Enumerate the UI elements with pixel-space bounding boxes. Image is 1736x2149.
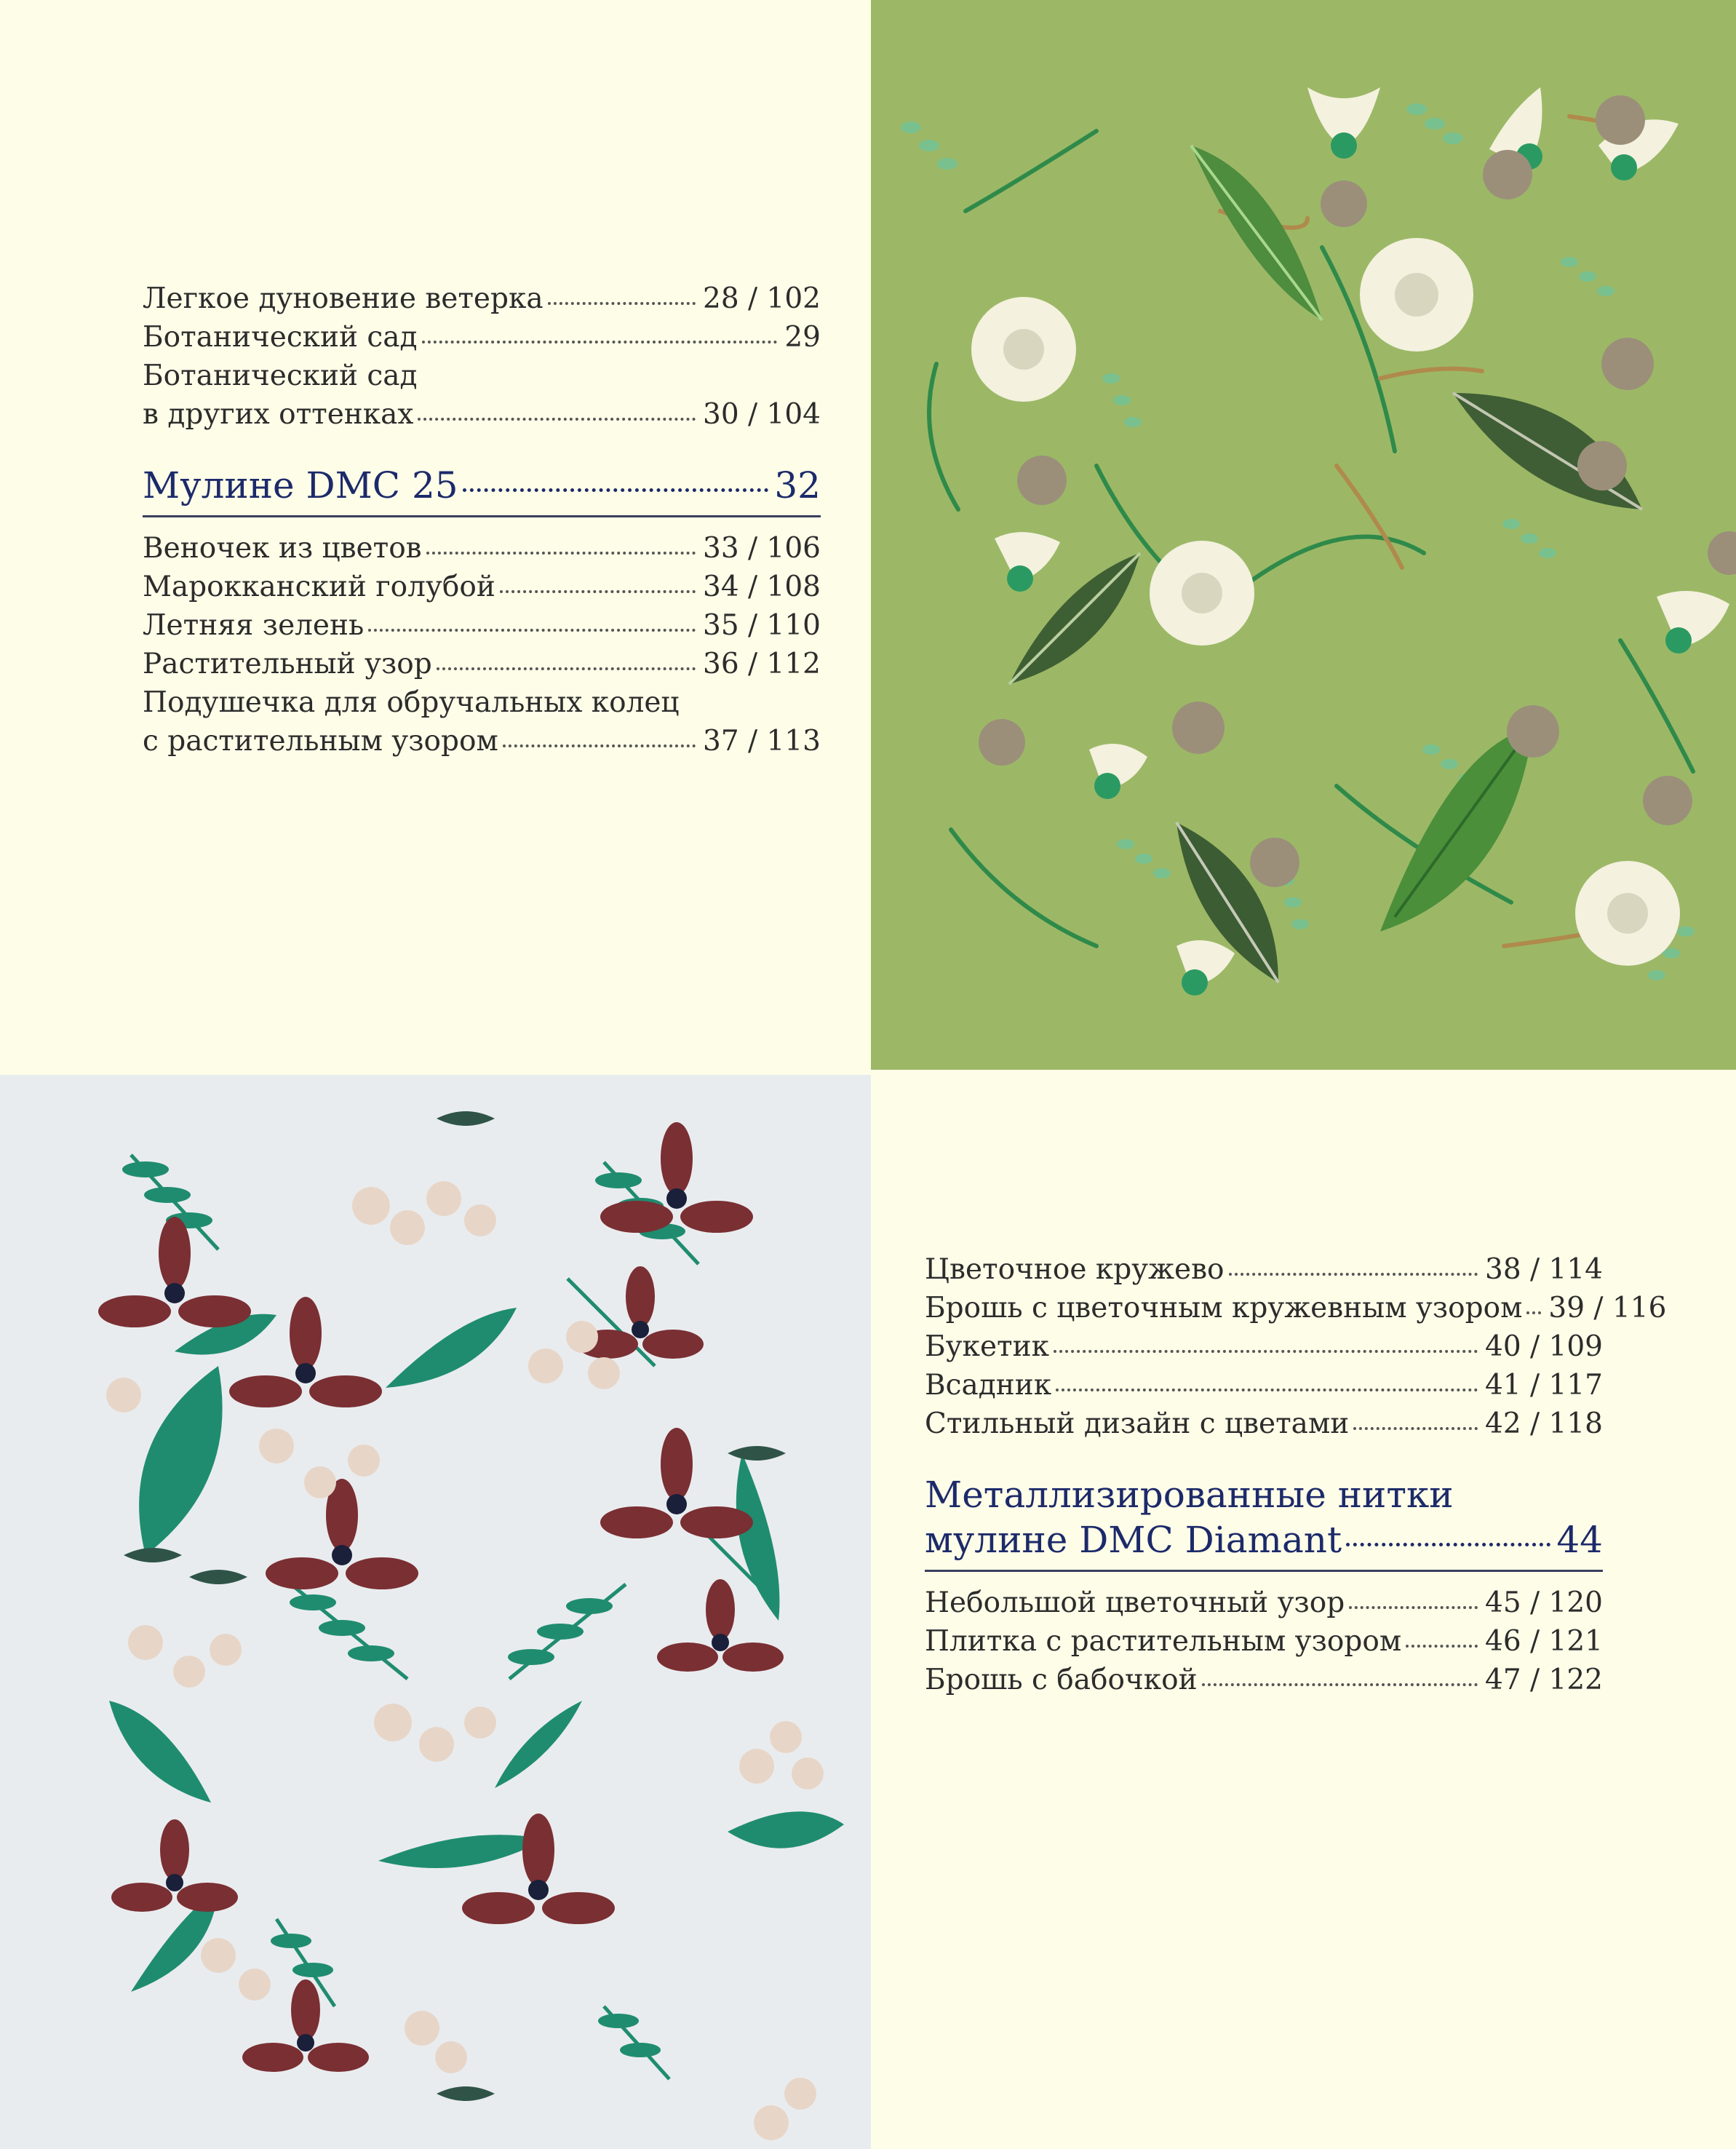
toc-entry-page: 35 / 110 xyxy=(703,609,821,642)
section-title: Мулине DMC 25 xyxy=(143,464,458,507)
toc-top xyxy=(143,279,821,760)
toc-entry-first-line: Подушечка для обручальных колец xyxy=(143,686,680,719)
toc-entry-page: 38 / 114 xyxy=(1485,1253,1603,1286)
toc-entry-page: 29 xyxy=(784,321,821,354)
toc-entry[interactable] xyxy=(143,568,821,606)
toc-entry-label: Плитка с растительным узором xyxy=(925,1625,1402,1658)
leader-dots xyxy=(422,341,778,343)
toc-entry-label: в других оттенках xyxy=(143,398,414,431)
toc-entry[interactable] xyxy=(143,529,821,568)
leader-dots xyxy=(1202,1683,1478,1686)
toc-entry-label: Брошь с цветочным кружевным узором xyxy=(925,1292,1523,1324)
leader-dots xyxy=(418,418,696,421)
toc-entry[interactable] xyxy=(925,1327,1603,1366)
toc-entry-label: Всадник xyxy=(925,1369,1052,1402)
toc-entry-label: Небольшой цветочный узор xyxy=(925,1586,1345,1619)
leader-dots xyxy=(368,629,696,632)
leader-dots xyxy=(463,488,769,492)
toc-entry[interactable] xyxy=(143,722,821,760)
leader-dots xyxy=(437,667,696,670)
toc-entry[interactable] xyxy=(925,1661,1603,1699)
toc-entry-page: 37 / 113 xyxy=(703,725,821,758)
green-embroidery-illustration xyxy=(871,0,1736,1070)
toc-entry[interactable] xyxy=(143,606,821,645)
toc-section-heading[interactable] xyxy=(143,463,821,508)
section-rule xyxy=(925,1570,1603,1572)
toc-entry-label: Брошь с бабочкой xyxy=(925,1664,1198,1696)
leader-dots xyxy=(1526,1311,1541,1314)
toc-entry-label: Легкое дуновение ветерка xyxy=(143,282,544,315)
leader-dots xyxy=(1054,1350,1478,1353)
white-linen-embroidery-photo xyxy=(0,1075,871,2149)
toc-entry-page: 34 / 108 xyxy=(703,571,821,603)
green-linen-embroidery-photo xyxy=(871,0,1736,1070)
section-rule xyxy=(143,515,821,517)
toc-entry[interactable] xyxy=(143,645,821,683)
section-page: 32 xyxy=(774,464,821,507)
leader-dots xyxy=(1353,1427,1478,1430)
leader-dots xyxy=(1346,1543,1550,1546)
leader-dots xyxy=(1229,1273,1478,1276)
toc-entry[interactable] xyxy=(925,1250,1603,1289)
toc-entry-page: 40 / 109 xyxy=(1485,1330,1603,1363)
toc-entry-page: 47 / 122 xyxy=(1485,1664,1603,1696)
toc-entry[interactable] xyxy=(143,318,821,357)
white-embroidery-illustration xyxy=(0,1075,871,2149)
leader-dots xyxy=(1406,1645,1478,1648)
section-page: 44 xyxy=(1556,1519,1603,1561)
toc-entry-page: 30 / 104 xyxy=(703,398,821,431)
toc-entry-label: Стильный дизайн с цветами xyxy=(925,1407,1350,1440)
toc-entry-label: Летняя зелень xyxy=(143,609,365,642)
toc-entry-page: 33 / 106 xyxy=(703,532,821,565)
leader-dots xyxy=(1056,1389,1478,1391)
toc-bottom xyxy=(925,1250,1667,1699)
section-title-first-line: Металлизированные нитки xyxy=(925,1474,1454,1516)
toc-entry[interactable] xyxy=(925,1622,1603,1661)
section-title: мулине DMC Diamant xyxy=(925,1519,1342,1561)
leader-dots xyxy=(503,744,696,747)
toc-entry[interactable] xyxy=(925,1289,1667,1327)
toc-entry[interactable] xyxy=(143,395,821,434)
toc-entry-page: 28 / 102 xyxy=(703,282,821,315)
toc-entry-page: 41 / 117 xyxy=(1485,1369,1603,1402)
toc-entry-label: Марокканский голубой xyxy=(143,571,495,603)
toc-entry-page: 39 / 116 xyxy=(1548,1292,1667,1324)
toc-entry-label: Растительный узор xyxy=(143,648,432,680)
toc-entry[interactable] xyxy=(143,279,821,318)
leader-dots xyxy=(548,302,696,305)
toc-entry-label: Цветочное кружево xyxy=(925,1253,1225,1286)
toc-entry-page: 36 / 112 xyxy=(703,648,821,680)
toc-entry-label: Веночек из цветов xyxy=(143,532,422,565)
leader-dots xyxy=(500,590,696,593)
toc-entry-first-line: Ботанический сад xyxy=(143,360,418,392)
toc-entry-label: с растительным узором xyxy=(143,725,498,758)
toc-entry-label: Ботанический сад xyxy=(143,321,418,354)
leader-dots xyxy=(1349,1606,1478,1609)
toc-entry[interactable] xyxy=(925,1366,1603,1405)
toc-entry[interactable] xyxy=(925,1584,1603,1622)
toc-entry-page: 46 / 121 xyxy=(1485,1625,1603,1658)
toc-entry-label: Букетик xyxy=(925,1330,1050,1363)
leader-dots xyxy=(426,552,696,555)
toc-entry-page: 45 / 120 xyxy=(1485,1586,1603,1619)
toc-section-heading[interactable] xyxy=(925,1517,1603,1562)
toc-entry[interactable] xyxy=(925,1405,1603,1443)
toc-entry-page: 42 / 118 xyxy=(1485,1407,1603,1440)
